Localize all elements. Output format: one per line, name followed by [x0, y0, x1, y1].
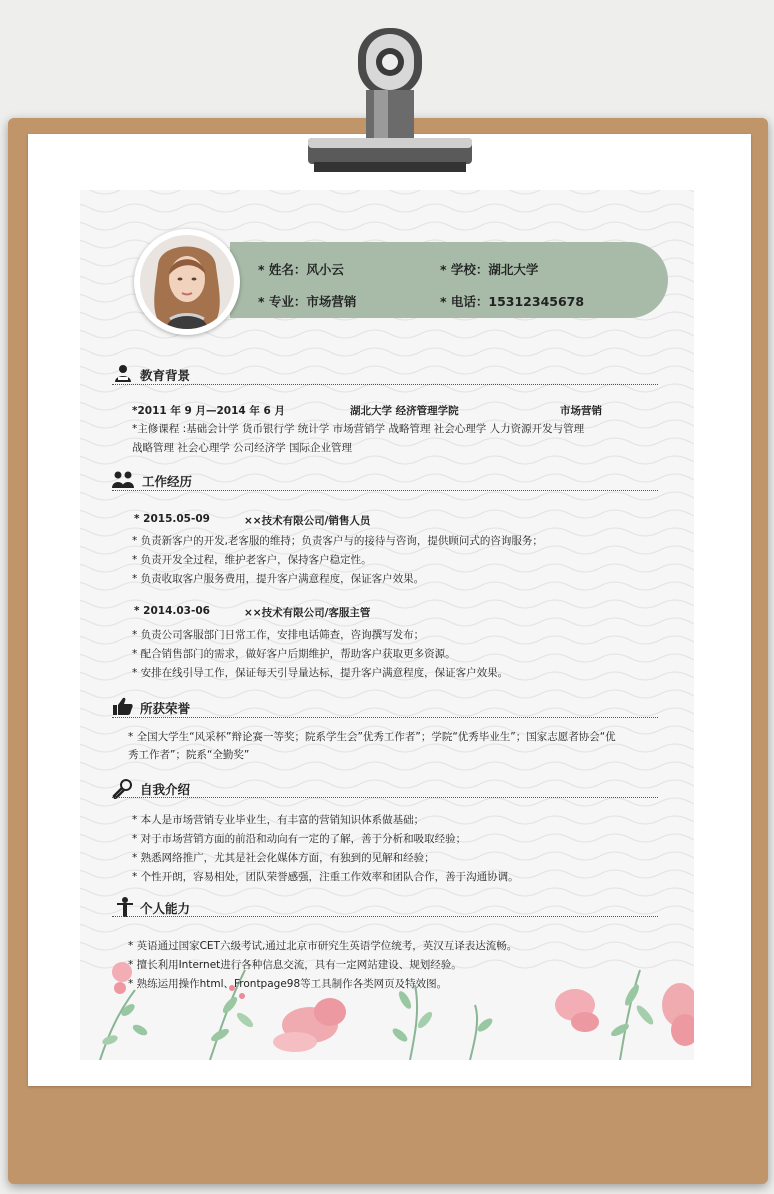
- work-divider: [112, 490, 658, 491]
- microphone-icon: [112, 779, 132, 799]
- honors-line2: 秀工作者”；院系“全勤奖”: [128, 749, 250, 761]
- header-name: * 姓名：风小云: [258, 262, 344, 277]
- wave-line: [80, 492, 694, 500]
- skills-line: * 擅长利用Internet进行各种信息交流，具有一定网站建设、规划经验。: [128, 959, 462, 971]
- header-school: * 学校：湖北大学: [440, 262, 539, 277]
- education-title: 教育背景: [140, 368, 191, 383]
- wave-line: [80, 798, 694, 806]
- skills-divider: [112, 916, 658, 917]
- wave-line: [80, 204, 694, 212]
- job-1-duty: * 负责新客户的开发,老客服的维持；负责客户与的接待与咨询，提供顾问式的咨询服务；: [132, 535, 543, 547]
- job-2-duty: * 负责公司客服部门日常工作，安排电话筛查，咨询撰写发布；: [132, 629, 425, 641]
- skills-title: 个人能力: [140, 901, 191, 916]
- intro-line: * 熟悉网络推广，尤其是社会化媒体方面，有独到的见解和经验；: [132, 852, 435, 864]
- honors-divider: [112, 717, 658, 718]
- job-2-duty: * 安排在线引导工作，保证每天引导量达标，提升客户满意程度，保证客户效果。: [132, 667, 509, 679]
- education-courses-line1: *主修课程 :基础会计学 货币银行学 统计学 市场营销学 战略管理 社会心理学 人力资源开发与管理: [132, 423, 585, 435]
- job-1-company: ××技术有限公司/销售人员: [244, 515, 371, 527]
- people-icon: [112, 470, 134, 488]
- education-school: 湖北大学 经济管理学院: [350, 405, 459, 417]
- job-1-date: * 2015.05-09: [134, 513, 210, 525]
- wave-line: [80, 618, 694, 626]
- intro-line: * 本人是市场营销专业毕业生，有丰富的营销知识体系做基础；: [132, 814, 425, 826]
- intro-line: * 个性开朗，容易相处，团队荣誉感强，注重工作效率和团队合作，善于沟通协调。: [132, 871, 519, 883]
- job-1-duty: * 负责开发全过程，维护老客户，保持客户稳定性。: [132, 554, 372, 566]
- wave-line: [80, 690, 694, 698]
- honors-title: 所获荣誉: [140, 701, 191, 716]
- job-1-duty: * 负责收取客户服务费用，提升客户满意程度，保证客户效果。: [132, 573, 425, 585]
- header-phone: * 电话：15312345678: [440, 294, 585, 309]
- wave-line: [80, 888, 694, 896]
- intro-line: * 对于市场营销方面的前沿和动向有一定的了解，善于分析和吸取经验；: [132, 833, 467, 845]
- intro-title: 自我介绍: [140, 782, 191, 797]
- honors-line1: * 全国大学生“风采杯”辩论赛一等奖；院系学生会”优秀工作者”；学院“优秀毕业生”；国家志愿者协会“优: [128, 731, 616, 743]
- wave-line: [80, 762, 694, 770]
- wave-line: [80, 348, 694, 356]
- education-divider: [112, 384, 658, 385]
- education-courses-line2: 战略管理 社会心理学 公司经济学 国际企业管理: [132, 442, 353, 454]
- wave-line: [80, 222, 694, 230]
- header-major: * 专业：市场营销: [258, 294, 357, 309]
- figure-icon: [117, 897, 133, 917]
- person-icon: [114, 364, 132, 382]
- avatar: [134, 229, 240, 335]
- wave-line: [80, 924, 694, 932]
- intro-divider: [112, 797, 658, 798]
- thumbs-up-icon: [113, 697, 133, 715]
- education-period: *2011 年 9 月—2014 年 6 月: [132, 405, 285, 417]
- clip-icon: [300, 20, 480, 180]
- education-major: 市场营销: [560, 405, 602, 417]
- job-2-date: * 2014.03-06: [134, 605, 210, 617]
- wave-line: [80, 190, 694, 194]
- work-title: 工作经历: [142, 474, 193, 489]
- job-2-duty: * 配合销售部门的需求，做好客户后期维护，帮助客户获取更多资源。: [132, 648, 456, 660]
- skills-line: * 熟练运用操作html、Frontpage98等工具制作各类网页及特效图。: [128, 978, 448, 990]
- wave-line: [80, 456, 694, 464]
- wave-line: [80, 384, 694, 392]
- skills-line: * 英语通过国家CET六级考试,通过北京市研究生英语学位统考，英汉互译表达流畅。: [128, 940, 518, 952]
- job-2-company: ××技术有限公司/客服主管: [244, 607, 371, 619]
